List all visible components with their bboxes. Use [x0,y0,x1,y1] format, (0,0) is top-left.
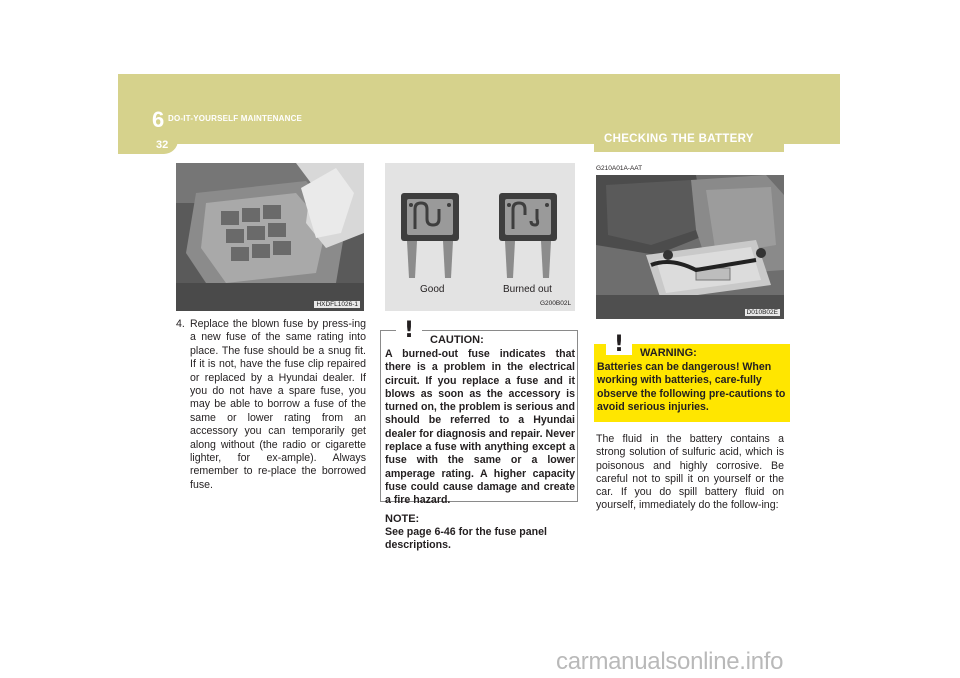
warning-title: WARNING: [640,347,697,359]
photo-code: D010B02E [746,309,778,316]
photo-code: HXDFL1026-1 [316,301,358,308]
battery-body-text: The fluid in the battery contains a strong solution of sulfuric acid, which is poisonous and highly corrosive. Be careful not to spill it on yourself or the car. If you do spill battery fluid on yourself, immediately do the follow-ing: [596,433,784,512]
caution-title: CAUTION: [430,334,484,346]
good-fuse-icon [401,193,459,278]
burned-fuse-icon [499,193,557,278]
battery-photo [596,175,784,319]
warning-text: Batteries can be dangerous! When working with batteries, care-fully observe the following pre-cautions to avoid serious injuries. [597,361,786,413]
svg-text:!: ! [403,318,415,340]
step-number: 4. [176,318,185,330]
fuse-image-code: G200B02L [540,300,572,307]
exclamation-icon [396,316,422,345]
section-code: G210A01A-AAT [596,165,643,172]
page-number-tab [118,130,178,154]
note-text: See page 6-46 for the fuse panel descriptions. [385,526,547,552]
step-text: Replace the blown fuse by press-ing a new fuse of the same rating into place. The fuse should be a snug fit. If it is not, have the fuse clip repaired or replaced by a Hyundai dealer. If you do not have a spare fuse, you may be able to borrow a fuse of the same or lower rating from an accessory you can temporarily get along without (the radio or cigarette lighter, for ex-ample). Always remember to re-place the borrowed fuse. [190,318,366,491]
page-number: 32 [156,139,169,151]
chapter-number: 6 [152,107,165,132]
caution-text: A burned-out fuse indicates that there is a problem in the electrical circuit. If you replace a fuse and it blows as soon as the accessory is turned on, the problem is serious and should be referred to a Hyundai dealer for diagnosis and repair. Never replace a fuse with anything except a fuse with the same or a lower amperage rating. A higher capacity fuse could cause damage and create a fire hazard. [385,348,575,507]
fuse-good-label: Good [420,284,445,295]
step-4 [176,318,366,492]
exclamation-icon [606,329,632,360]
chapter-title: DO-IT-YOURSELF MAINTENANCE [168,114,303,123]
section-title: CHECKING THE BATTERY [604,133,754,145]
fuse-burned-label: Burned out [503,284,552,295]
fuse-box-photo [176,163,364,311]
note-title: NOTE: [385,513,420,525]
fuse-illustration [385,163,575,311]
svg-text:!: ! [613,332,625,355]
watermark: carmanualsonline.info [556,648,784,675]
